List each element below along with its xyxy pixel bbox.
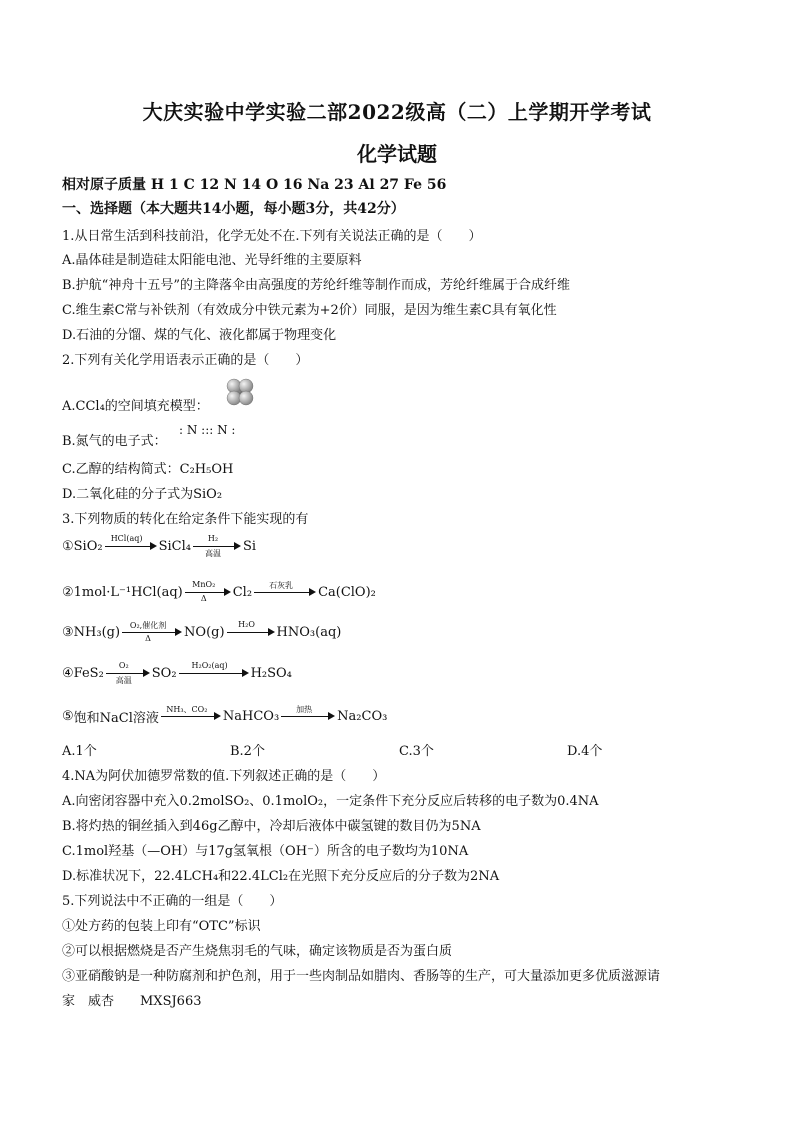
q5-stem: 5.下列说法中不正确的一组是（ ） xyxy=(62,894,283,909)
page-title: 大庆实验中学实验二部2022级高（二）上学期开学考试 xyxy=(142,100,652,124)
arrow-condition: H₂O₂(aq) xyxy=(191,661,228,670)
reaction-4-reactant: FeS₂ xyxy=(73,665,104,681)
nitrogen-electron-formula: : N ::: N : xyxy=(179,423,236,437)
reaction-arrow xyxy=(185,579,231,605)
q4-stem: 4.NA为阿伏加德罗常数的值.下列叙述正确的是（ ） xyxy=(62,769,386,784)
reaction-3 xyxy=(62,619,341,645)
reaction-1-intermediate: SiCl₄ xyxy=(158,538,191,554)
reaction-5-number: ⑤ xyxy=(62,708,74,724)
q2-stem: 2.下列有关化学用语表示正确的是（ ） xyxy=(62,353,309,368)
reaction-4 xyxy=(62,660,292,686)
section-heading: 一、选择题（本大题共14小题，每小题3分，共42分） xyxy=(62,201,405,217)
arrow-condition: HCl(aq) xyxy=(110,534,143,543)
reaction-5-intermediate: NaHCO₃ xyxy=(222,708,280,724)
reaction-arrow xyxy=(179,660,249,686)
reaction-4-product: H₂SO₄ xyxy=(250,665,292,681)
reaction-1-product: Si xyxy=(242,538,257,554)
reaction-4-number: ④ xyxy=(62,665,74,681)
reaction-1 xyxy=(62,533,256,559)
reaction-2 xyxy=(62,579,376,605)
reaction-5 xyxy=(62,703,387,729)
q1-option-c: C.维生素C常与补铁剂（有效成分中铁元素为+2价）同服，是因为维生素C具有氧化性 xyxy=(62,303,557,318)
reaction-3-number: ③ xyxy=(62,624,74,640)
arrow-condition: H₂ xyxy=(207,534,219,543)
reaction-4-intermediate: SO₂ xyxy=(151,665,177,681)
reaction-arrow xyxy=(161,703,221,729)
reaction-arrow xyxy=(254,579,316,605)
reaction-arrow xyxy=(281,703,335,729)
q3-option-a: A.1个 xyxy=(62,744,97,759)
q2-option-b: B.氮气的电子式： xyxy=(62,434,167,449)
arrow-condition: NH₃、CO₂ xyxy=(166,705,208,714)
arrow-condition: 石灰乳 xyxy=(269,581,294,590)
q2-option-c: C.乙醇的结构简式：C₂H₅OH xyxy=(62,462,234,477)
arrow-condition: MnO₂ xyxy=(192,580,216,589)
arrow-condition: O₂ xyxy=(118,661,129,670)
page-subtitle: 化学试题 xyxy=(357,142,437,166)
q3-option-c: C.3个 xyxy=(399,744,434,759)
q3-stem: 3.下列物质的转化在给定条件下能实现的有 xyxy=(62,512,309,527)
q5-item-3-continued: 家 威杏 MXSJ663 xyxy=(62,994,202,1009)
reaction-2-number: ② xyxy=(62,584,74,600)
reaction-1-reactant: SiO₂ xyxy=(73,538,103,554)
reaction-3-product: HNO₃(aq) xyxy=(276,624,342,640)
atomic-mass-line: 相对原子质量 H 1 C 12 N 14 O 16 Na 23 Al 27 Fe 56 xyxy=(62,177,447,193)
q1-stem: 1.从日常生活到科技前沿，化学无处不在.下列有关说法正确的是（ ） xyxy=(62,229,482,244)
q5-item-3: ③亚硝酸钠是一种防腐剂和护色剂，用于一些肉制品如腊肉、香肠等的生产，可大量添加更多优质滋源请 xyxy=(62,969,661,984)
reaction-arrow xyxy=(105,533,157,559)
arrow-condition-below: 高温 xyxy=(204,549,221,558)
reaction-1-number: ① xyxy=(62,538,74,554)
q2-option-a: A.CCl₄的空间填充模型： xyxy=(62,399,209,414)
reaction-2-product: Ca(ClO)₂ xyxy=(318,584,376,600)
reaction-5-reactant: 饱和NaCl溶液 xyxy=(73,710,159,726)
q1-option-a: A.晶体硅是制造硅太阳能电池、光导纤维的主要原料 xyxy=(62,253,362,268)
arrow-condition: O₂,催化剂 xyxy=(129,621,167,630)
reaction-arrow xyxy=(193,533,241,559)
reaction-3-reactant: NH₃(g) xyxy=(73,624,121,640)
q4-option-c: C.1mol羟基（—OH）与17g氢氧根（OH⁻）所含的电子数均为10NA xyxy=(62,844,469,859)
arrow-condition: H₂O xyxy=(238,620,255,629)
q5-item-2: ②可以根据燃烧是否产生烧焦羽毛的气味，确定该物质是否为蛋白质 xyxy=(62,944,453,959)
q4-option-a: A.向密闭容器中充入0.2molSO₂、0.1molO₂，一定条件下充分反应后转移的电子数为0.4NA xyxy=(62,794,599,809)
q2-option-d: D.二氧化硅的分子式为SiO₂ xyxy=(62,487,223,502)
q1-option-b: B.护航“神舟十五号”的主降落伞由高强度的芳纶纤维等制作而成，芳纶纤维属于合成纤维 xyxy=(62,278,570,293)
reaction-3-intermediate: NO(g) xyxy=(184,624,225,640)
reaction-2-intermediate: Cl₂ xyxy=(232,584,253,600)
arrow-condition: 加热 xyxy=(296,705,313,714)
reaction-arrow xyxy=(227,619,275,645)
reaction-arrow xyxy=(106,660,150,686)
q1-option-d: D.石油的分馏、煤的气化、液化都属于物理变化 xyxy=(62,328,337,343)
ccl4-space-filling-model-icon xyxy=(224,376,256,408)
q4-option-b: B.将灼热的铜丝插入到46g乙醇中，冷却后液体中碳氢键的数目仍为5NA xyxy=(62,819,481,834)
q5-item-1: ①处方药的包装上印有“OTC”标识 xyxy=(62,919,261,934)
q4-option-d: D.标准状况下，22.4LCH₄和22.4LCl₂在光照下充分反应后的分子数为2NA xyxy=(62,869,500,884)
arrow-condition-below: Δ xyxy=(200,594,207,603)
reaction-arrow xyxy=(122,619,182,645)
reaction-2-reactant: 1mol·L⁻¹HCl(aq) xyxy=(73,584,183,600)
q3-option-d: D.4个 xyxy=(567,744,603,759)
q3-option-b: B.2个 xyxy=(230,744,265,759)
arrow-condition-below: Δ xyxy=(145,634,151,643)
arrow-condition-below: 高温 xyxy=(115,676,132,685)
reaction-5-product: Na₂CO₃ xyxy=(337,708,388,724)
